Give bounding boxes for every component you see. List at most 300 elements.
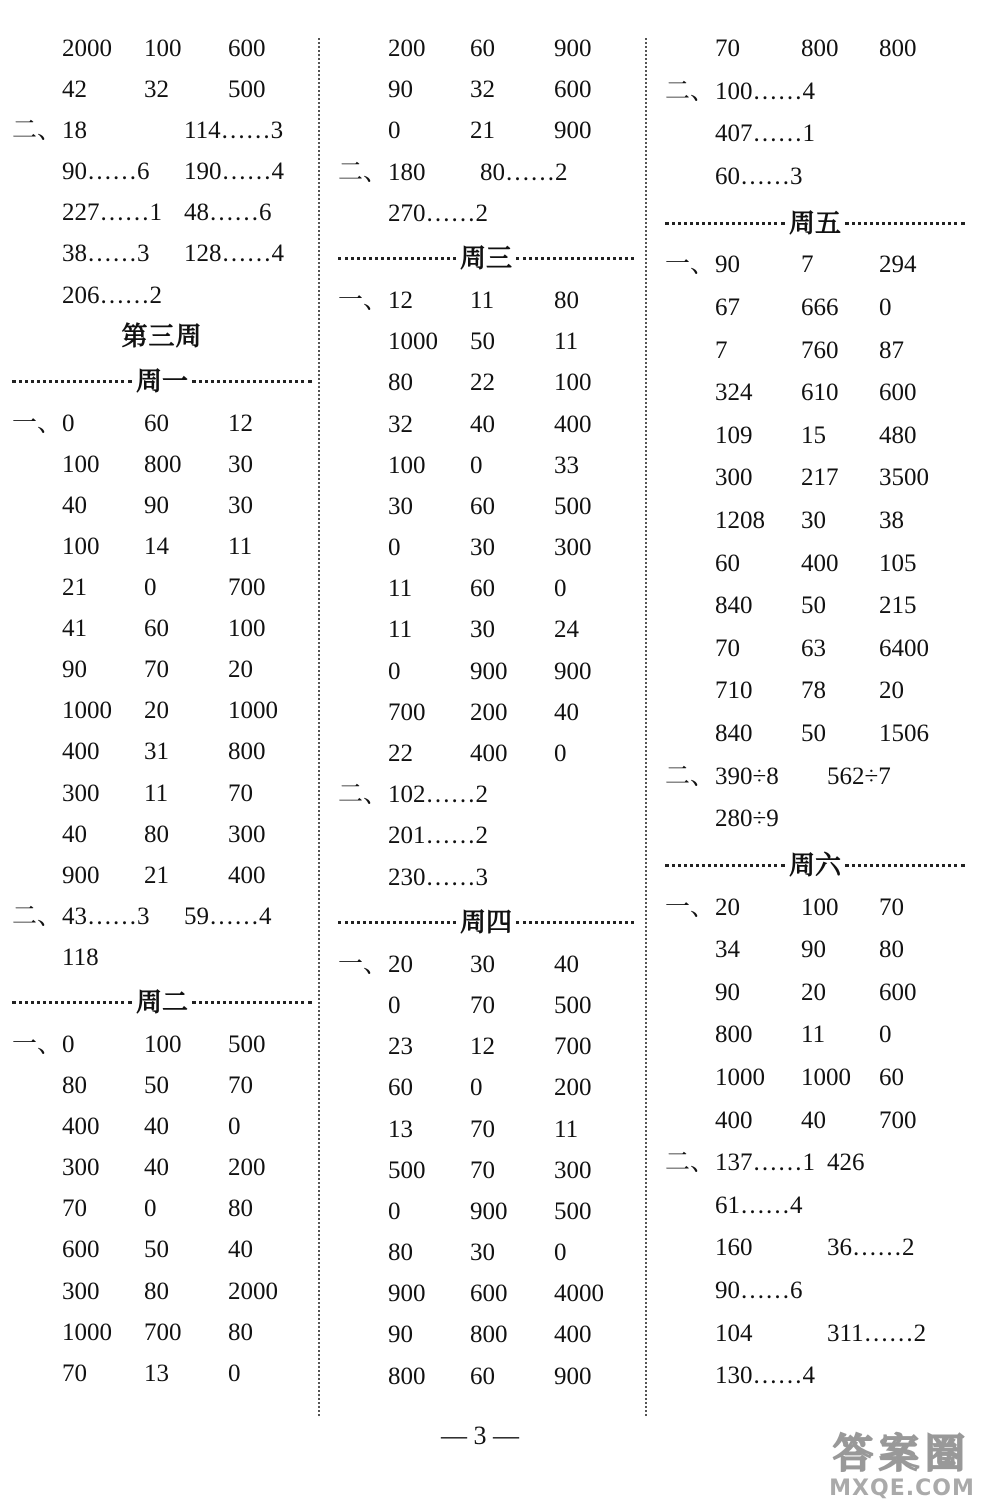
answer-row (12, 444, 312, 485)
answer-row (12, 403, 312, 444)
answer-row (338, 110, 634, 151)
answer-row (665, 372, 965, 415)
answer-cell: 80 (554, 286, 579, 314)
day-section-divider (665, 841, 965, 887)
answer-row (665, 887, 965, 930)
answer-row (338, 568, 634, 609)
answer-row (338, 733, 634, 774)
answer-cell: 40 (62, 491, 87, 519)
question-number: 一、 (12, 409, 63, 437)
answer-cell: 90 (62, 656, 87, 684)
answer-row (665, 287, 965, 330)
answer-cell: 200 (470, 698, 508, 726)
answer-cell: 41 (62, 615, 87, 643)
answer-cell: 90 (388, 76, 413, 104)
answer-cell: 280÷9 (715, 805, 779, 833)
answer-cell: 700 (144, 1318, 182, 1346)
answer-cell: 60 (470, 492, 495, 520)
answer-cell: 0 (228, 1113, 241, 1141)
answer-cell: 400 (62, 738, 100, 766)
answer-cell: 21 (470, 117, 495, 145)
day-label: 周五 (789, 208, 842, 238)
answer-cell: 31 (144, 738, 169, 766)
answer-row (12, 1147, 312, 1188)
answer-cell: 230……3 (388, 863, 488, 891)
answer-cell: 400 (801, 549, 839, 577)
answer-cell: 30 (228, 450, 253, 478)
answer-cell: 180 (388, 158, 426, 186)
answer-cell: 61……4 (715, 1191, 803, 1219)
answer-row (338, 280, 634, 321)
answer-row (338, 404, 634, 445)
answer-cell: 0 (62, 409, 75, 437)
answer-cell: 60 (470, 575, 495, 603)
answer-row (12, 69, 312, 110)
answer-row (665, 628, 965, 671)
answer-column-1 (12, 28, 312, 1394)
answer-cell: 48……6 (184, 199, 272, 227)
dotted-leader (665, 864, 785, 867)
answer-cell: 600 (228, 35, 266, 62)
answer-cell: 700 (879, 1106, 917, 1134)
answer-cell: 18 (62, 117, 87, 145)
answer-cell: 32 (388, 410, 413, 438)
remainder-row (665, 156, 965, 199)
remainder-row (338, 815, 634, 856)
watermark-text: 答案圈 (833, 1431, 971, 1477)
answer-cell: 105 (879, 549, 917, 577)
answer-cell: 90 (801, 936, 826, 964)
answer-row (12, 567, 312, 608)
question-number: 二、 (665, 762, 716, 790)
answer-cell: 40 (470, 410, 495, 438)
answer-cell: 13 (144, 1359, 169, 1387)
answer-cell: 80 (144, 1277, 169, 1305)
answer-cell: 400 (228, 861, 266, 889)
watermark-url: MXQE.COM (829, 1476, 975, 1501)
day-label: 周二 (136, 988, 189, 1018)
answer-row (338, 1314, 634, 1355)
answer-cell: 20 (144, 697, 169, 725)
remainder-row (338, 152, 634, 193)
dotted-leader (338, 257, 456, 260)
answer-cell: 21 (62, 574, 87, 602)
answer-cell: 0 (470, 1074, 483, 1102)
question-number: 二、 (12, 902, 63, 930)
answer-cell: 480 (879, 421, 917, 449)
answer-cell: 30 (470, 1239, 495, 1267)
answer-cell: 22 (470, 369, 495, 397)
answer-cell: 160 (715, 1234, 753, 1262)
dotted-leader (665, 222, 785, 225)
answer-cell: 1000 (228, 697, 278, 725)
answer-cell: 30 (388, 492, 413, 520)
answer-cell: 90 (715, 251, 740, 279)
answer-cell: 70 (228, 1072, 253, 1100)
column-divider-1 (318, 38, 320, 1416)
day-label: 周六 (789, 851, 842, 881)
answer-cell: 60 (388, 1074, 413, 1102)
answer-cell: 201……2 (388, 822, 488, 850)
answer-row (338, 1109, 634, 1150)
answer-cell: 70 (470, 1115, 495, 1143)
answer-cell: 13 (388, 1115, 413, 1143)
answer-cell: 1506 (879, 719, 929, 747)
answer-row (338, 692, 634, 733)
question-number: 一、 (665, 893, 716, 921)
answer-row (338, 609, 634, 650)
answer-row (12, 28, 312, 69)
answer-cell: 0 (470, 451, 483, 479)
answer-row (338, 1150, 634, 1191)
answer-cell: 206……2 (62, 281, 162, 309)
answer-cell: 900 (62, 861, 100, 889)
answer-cell: 760 (801, 336, 839, 364)
answer-cell: 562÷7 (827, 762, 891, 790)
answer-cell: 800 (144, 450, 182, 478)
answer-cell: 400 (470, 740, 508, 767)
answer-cell: 0 (228, 1359, 241, 1387)
answer-row (665, 457, 965, 500)
answer-cell: 0 (388, 117, 401, 145)
answer-cell: 700 (554, 1033, 592, 1061)
answer-cell: 50 (470, 328, 495, 356)
answer-cell: 2000 (62, 35, 112, 62)
question-number: 二、 (338, 781, 389, 809)
answer-cell: 0 (554, 575, 567, 603)
answer-cell: 70 (228, 779, 253, 807)
answer-cell: 407……1 (715, 120, 815, 148)
answer-cell: 1000 (801, 1064, 851, 1092)
answer-cell: 215 (879, 592, 917, 620)
answer-cell: 128……4 (184, 240, 284, 268)
day-label: 周三 (460, 244, 513, 274)
answer-row (665, 500, 965, 543)
answer-cell: 311……2 (827, 1319, 927, 1347)
answer-cell: 900 (554, 657, 592, 685)
page-number: — 3 — (441, 1421, 519, 1450)
answer-cell: 1208 (715, 506, 765, 534)
answer-cell: 200 (554, 1074, 592, 1102)
answer-cell: 11 (388, 575, 413, 603)
answer-cell: 90……6 (62, 158, 150, 186)
answer-cell: 70 (144, 656, 169, 684)
dotted-leader (192, 380, 312, 383)
answer-cell: 78 (801, 677, 826, 705)
answer-cell: 70 (879, 893, 904, 921)
answer-cell: 20 (715, 893, 740, 921)
answer-cell: 90 (144, 491, 169, 519)
day-section-divider (12, 978, 312, 1024)
remainder-row (665, 113, 965, 156)
remainder-row (12, 110, 312, 151)
answer-cell: 63 (801, 634, 826, 662)
answer-cell: 60 (715, 549, 740, 577)
answer-cell: 1000 (715, 1064, 765, 1092)
answer-row (12, 814, 312, 855)
answer-row (12, 690, 312, 731)
answer-cell: 0 (879, 1021, 892, 1049)
answer-column-2 (338, 28, 634, 1397)
answer-cell: 600 (879, 978, 917, 1006)
answer-cell: 80 (388, 369, 413, 397)
answer-cell: 70 (62, 1359, 87, 1387)
answer-cell: 400 (715, 1106, 753, 1134)
answer-row (338, 985, 634, 1026)
answer-cell: 100 (144, 1030, 182, 1058)
question-number: 二、 (665, 1149, 716, 1177)
answer-cell: 100 (144, 35, 182, 62)
answer-cell: 4000 (554, 1280, 604, 1308)
day-section-divider (665, 198, 965, 244)
answer-cell: 60 (470, 1362, 495, 1390)
answer-row (12, 1106, 312, 1147)
day-section-divider (338, 898, 634, 944)
answer-cell: 40 (554, 950, 579, 978)
answer-column-3 (665, 28, 965, 1398)
answer-cell: 40 (801, 1106, 826, 1134)
answer-cell: 30 (470, 616, 495, 644)
answer-cell: 80 (879, 936, 904, 964)
answer-cell: 15 (801, 421, 826, 449)
answer-cell: 324 (715, 379, 753, 407)
answer-row (665, 28, 965, 71)
answer-cell: 300 (62, 779, 100, 807)
answer-cell: 24 (554, 616, 579, 644)
answer-cell: 12 (470, 1033, 495, 1061)
answer-cell: 11 (144, 779, 169, 807)
answer-cell: 390÷8 (715, 762, 779, 790)
answer-cell: 600 (554, 76, 592, 104)
answer-cell: 100 (388, 451, 426, 479)
answer-row (12, 485, 312, 526)
answer-cell: 30 (228, 491, 253, 519)
answer-cell: 0 (388, 657, 401, 685)
answer-cell: 800 (879, 35, 917, 62)
answer-row (12, 1271, 312, 1312)
answer-cell: 67 (715, 293, 740, 321)
answer-row (12, 649, 312, 690)
answer-row (12, 1229, 312, 1270)
answer-cell: 12 (228, 409, 253, 437)
answer-cell: 23 (388, 1033, 413, 1061)
answer-cell: 11 (554, 328, 579, 356)
answer-cell: 840 (715, 719, 753, 747)
answer-cell: 40 (554, 698, 579, 726)
remainder-row (12, 192, 312, 233)
answer-cell: 60 (144, 409, 169, 437)
answer-row (12, 731, 312, 772)
answer-cell: 300 (554, 1156, 592, 1184)
answer-row (665, 415, 965, 458)
answer-cell: 200 (388, 35, 426, 62)
question-number: 二、 (12, 117, 63, 145)
question-number: 一、 (338, 286, 389, 314)
answer-cell: 118 (62, 943, 99, 971)
dotted-leader (516, 257, 634, 260)
answer-row (665, 244, 965, 287)
answer-cell: 700 (228, 574, 266, 602)
dotted-leader (845, 864, 965, 867)
day-label: 周四 (460, 908, 513, 938)
answer-row (665, 543, 965, 586)
answer-cell: 400 (554, 410, 592, 438)
dotted-leader (516, 921, 634, 924)
answer-cell: 70 (470, 1156, 495, 1184)
answer-cell: 90 (388, 1321, 413, 1349)
answer-cell: 50 (801, 592, 826, 620)
answer-cell: 11 (470, 286, 495, 314)
answer-cell: 70 (62, 1195, 87, 1223)
answer-cell: 22 (388, 740, 413, 767)
answer-cell: 500 (554, 492, 592, 520)
answer-cell: 600 (879, 379, 917, 407)
answer-cell: 11 (388, 616, 413, 644)
answer-cell: 32 (470, 76, 495, 104)
answer-cell: 7 (801, 251, 814, 279)
answer-cell: 0 (388, 991, 401, 1019)
answer-row (338, 651, 634, 692)
question-number: 一、 (12, 1030, 63, 1058)
answer-row (338, 28, 634, 69)
answer-cell: 20 (879, 677, 904, 705)
answer-cell: 500 (388, 1156, 426, 1184)
answer-cell: 102……2 (388, 781, 488, 809)
answer-cell: 60 (144, 615, 169, 643)
answer-cell: 900 (470, 1197, 508, 1225)
answer-row (338, 445, 634, 486)
answer-cell: 2000 (228, 1277, 278, 1305)
answer-row (665, 713, 965, 756)
answer-cell: 60 (470, 35, 495, 62)
remainder-row (665, 1355, 965, 1398)
answer-cell: 800 (470, 1321, 508, 1349)
answer-row (338, 321, 634, 362)
answer-row (338, 1356, 634, 1397)
answer-cell: 100……4 (715, 77, 815, 105)
answer-cell: 900 (470, 657, 508, 685)
answer-cell: 60……3 (715, 162, 803, 190)
answer-cell: 0 (388, 1197, 401, 1225)
answer-cell: 36……2 (827, 1234, 915, 1262)
answer-cell: 80 (62, 1072, 87, 1100)
answer-cell: 40 (144, 1154, 169, 1182)
day-section-divider (338, 234, 634, 280)
answer-cell: 610 (801, 379, 839, 407)
dotted-leader (338, 921, 456, 924)
answer-cell: 900 (554, 35, 592, 62)
answer-row (12, 608, 312, 649)
answer-row (338, 1067, 634, 1108)
answer-cell: 300 (554, 534, 592, 562)
answer-cell: 500 (228, 1030, 266, 1058)
answer-cell: 800 (801, 35, 839, 62)
answer-cell: 500 (554, 991, 592, 1019)
answer-row (665, 972, 965, 1015)
answer-row (665, 1100, 965, 1143)
answer-row (338, 486, 634, 527)
answer-cell: 50 (144, 1072, 169, 1100)
question-number: 一、 (665, 251, 716, 279)
remainder-row (12, 937, 312, 978)
answer-cell: 137……1 (715, 1149, 815, 1177)
answer-cell: 900 (554, 117, 592, 145)
answer-cell: 87 (879, 336, 904, 364)
answer-cell: 710 (715, 677, 753, 705)
answer-cell: 666 (801, 293, 839, 321)
answer-cell: 40 (144, 1113, 169, 1141)
answer-cell: 0 (879, 293, 892, 321)
column-divider-2 (645, 38, 647, 1416)
answer-cell: 33 (554, 451, 579, 479)
answer-cell: 294 (879, 251, 917, 279)
answer-cell: 1000 (388, 328, 438, 356)
answer-cell: 11 (228, 532, 253, 560)
answer-row (665, 670, 965, 713)
answer-cell: 38……3 (62, 240, 150, 268)
answer-cell: 400 (62, 1113, 100, 1141)
answer-cell: 300 (715, 464, 753, 492)
answer-cell: 14 (144, 532, 169, 560)
answer-row (12, 1312, 312, 1353)
answer-cell: 1000 (62, 697, 112, 725)
answer-cell: 90……6 (715, 1277, 803, 1305)
remainder-row (665, 798, 965, 841)
answer-cell: 300 (228, 820, 266, 848)
answer-cell: 217 (801, 464, 839, 492)
answer-cell: 90 (715, 978, 740, 1006)
answer-cell: 30 (470, 534, 495, 562)
question-number: 二、 (338, 158, 389, 186)
answer-cell: 60 (879, 1064, 904, 1092)
answer-cell: 130……4 (715, 1362, 815, 1390)
remainder-row (12, 275, 312, 316)
answer-cell: 6400 (879, 634, 929, 662)
answer-cell: 70 (715, 634, 740, 662)
answer-cell: 80 (144, 820, 169, 848)
answer-cell: 70 (715, 35, 740, 62)
answer-cell: 0 (388, 534, 401, 562)
day-section-divider (12, 357, 312, 403)
dotted-leader (12, 1001, 132, 1004)
answer-cell: 21 (144, 861, 169, 889)
answer-row (12, 526, 312, 567)
answer-cell: 59……4 (184, 902, 272, 930)
answer-row (338, 362, 634, 403)
answer-cell: 70 (470, 991, 495, 1019)
answer-cell: 100 (62, 532, 100, 560)
answer-cell: 300 (62, 1154, 100, 1182)
answer-cell: 0 (554, 740, 567, 767)
answer-row (12, 773, 312, 814)
answer-cell: 50 (144, 1236, 169, 1264)
answer-cell: 32 (144, 76, 169, 104)
answer-cell: 900 (388, 1280, 426, 1308)
answer-cell: 100 (228, 615, 266, 643)
answer-cell: 30 (470, 950, 495, 978)
answer-cell: 43……3 (62, 902, 150, 930)
answer-row (338, 1191, 634, 1232)
remainder-row (12, 896, 312, 937)
answer-cell: 400 (554, 1321, 592, 1349)
answer-cell: 20 (801, 978, 826, 1006)
answer-row (12, 1188, 312, 1229)
answer-cell: 0 (144, 1195, 157, 1223)
answer-cell: 700 (388, 698, 426, 726)
answer-cell: 100 (62, 450, 100, 478)
answer-cell: 100 (801, 893, 839, 921)
answer-cell: 270……2 (388, 199, 488, 227)
